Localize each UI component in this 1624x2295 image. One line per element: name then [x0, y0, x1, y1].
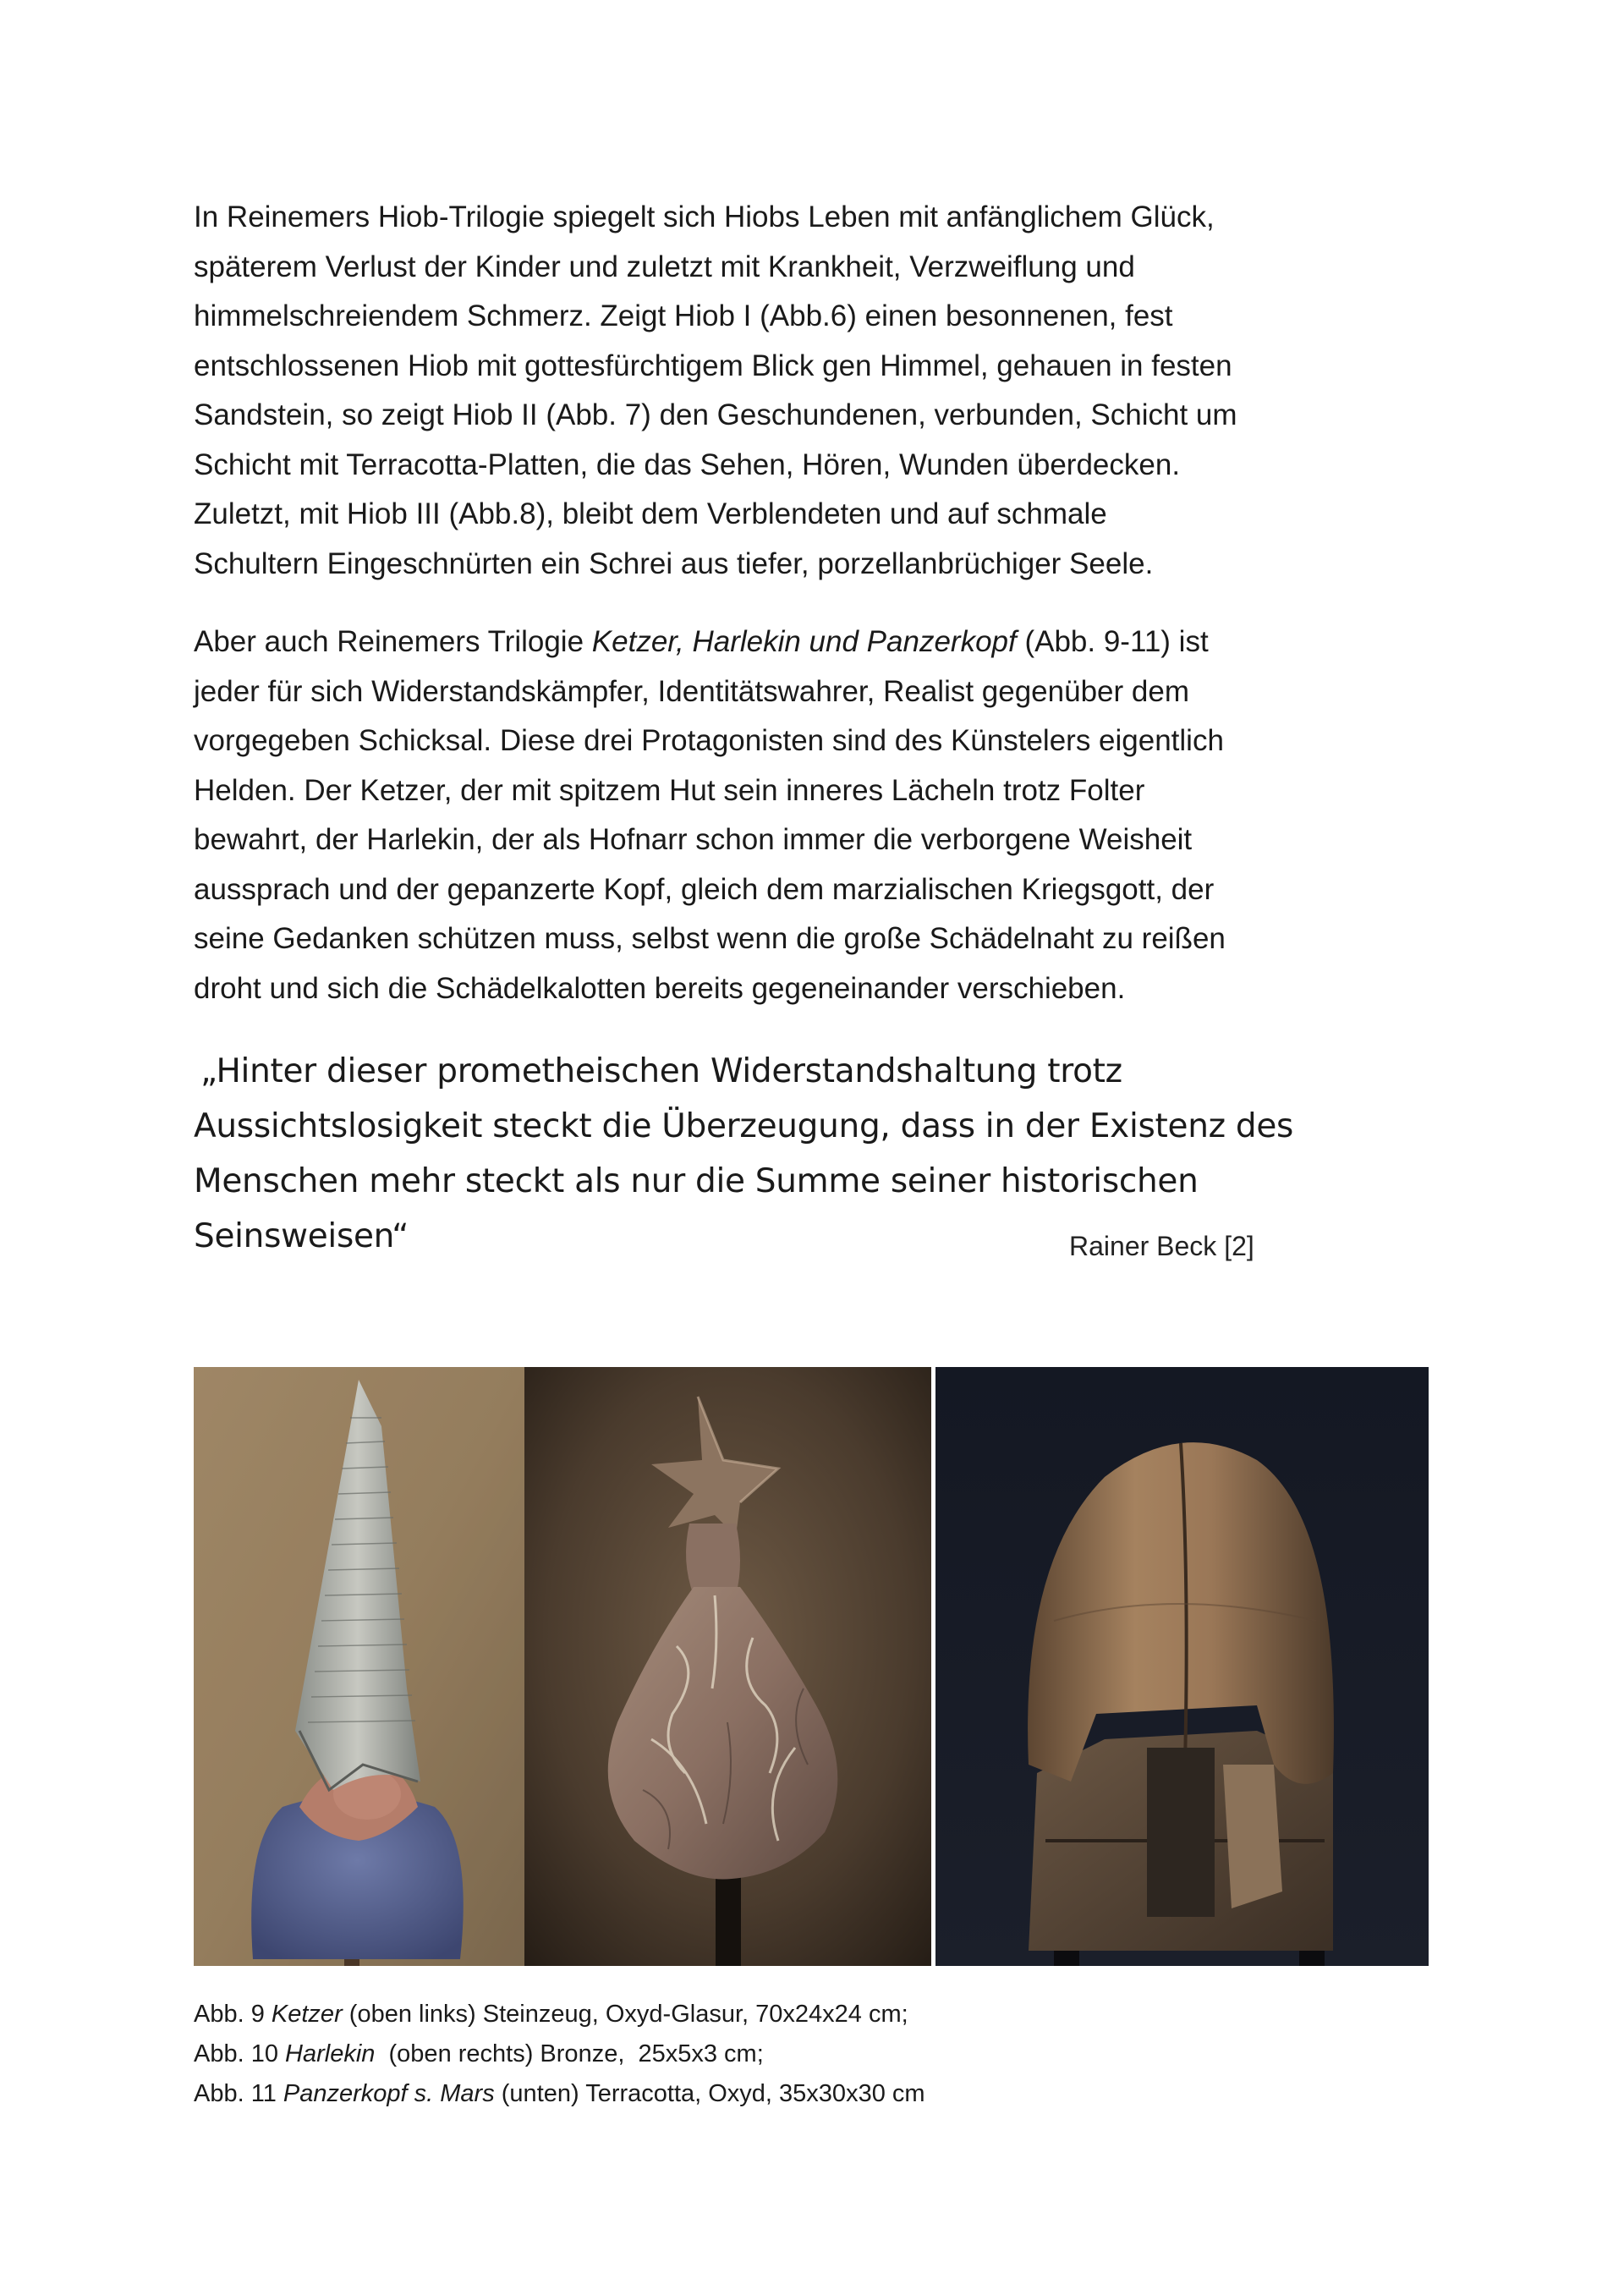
text-segment: Aber auch Reinemers Trilogie — [194, 625, 592, 658]
quote-line: Seinsweisen“ — [194, 1217, 409, 1255]
quote-author: Rainer Beck [2] — [1069, 1231, 1254, 1261]
text-segment: (Abb. 9-11) ist — [1016, 625, 1209, 658]
caption-prefix: Abb. 10 — [194, 2040, 286, 2067]
text-line: vorgegeben Schicksal. Diese drei Protagonisten sind des Künstelers eigentlich — [194, 724, 1224, 757]
ketzer-sculpture-image — [194, 1367, 524, 1966]
text-line: himmelschreiendem Schmerz. Zeigt Hiob I (Abb.6) einen besonnenen, fest — [194, 299, 1173, 332]
caption-abb-9 — [194, 1995, 925, 2034]
caption-prefix: Abb. 11 — [194, 2080, 283, 2107]
text-line: seine Gedanken schützen muss, selbst wenn die große Schädelnaht zu reißen — [194, 922, 1226, 955]
caption-details: (unten) Terracotta, Oxyd, 35x30x30 cm — [494, 2080, 925, 2107]
quote-line: Menschen mehr steckt als nur die Summe seiner historischen — [194, 1162, 1199, 1200]
italic-title: Ketzer, Harlekin und Panzerkopf — [591, 625, 1017, 658]
text-line: droht und sich die Schädelkalotten bereits gegeneinander verschieben. — [194, 971, 1126, 1005]
text-line: späterem Verlust der Kinder und zuletzt mit Krankheit, Verzweiflung und — [194, 250, 1135, 283]
quote-block — [194, 1044, 1462, 1264]
caption-title: Harlekin — [285, 2040, 376, 2067]
caption-abb-10 — [194, 2034, 925, 2074]
text-line: Helden. Der Ketzer, der mit spitzem Hut sein inneres Lächeln trotz Folter — [194, 773, 1145, 807]
text-line: Schicht mit Terracotta-Platten, die das Sehen, Hören, Wunden überdecken. — [194, 447, 1181, 481]
text-line: entschlossenen Hiob mit gottesfürchtigem Blick gen Himmel, gehauen in festen — [194, 349, 1232, 382]
text-line — [194, 618, 1446, 667]
harlekin-sculpture-image — [524, 1367, 931, 1966]
caption-details: (oben rechts) Bronze, 25x5x3 cm; — [375, 2040, 764, 2067]
text-line: aussprach und der gepanzerte Kopf, gleich dem marzialischen Kriegsgott, der — [194, 872, 1215, 906]
quote-line: „Hinter dieser prometheischen Widerstandshaltung trotz — [200, 1052, 1122, 1090]
text-line: Schultern Eingeschnürten ein Schrei aus tiefer, porzellanbrüchiger Seele. — [194, 546, 1154, 580]
caption-prefix: Abb. 9 — [194, 2001, 272, 2028]
photo-ketzer — [194, 1367, 524, 1966]
image-captions — [194, 1995, 925, 2114]
paragraph-trilogie-ketzer — [194, 618, 1446, 1013]
caption-details: (oben links) Steinzeug, Oxyd-Glasur, 70x24x24 cm; — [342, 2001, 908, 2028]
text-line: bewahrt, der Harlekin, der als Hofnarr schon immer die verborgene Weisheit — [194, 823, 1193, 856]
photo-panzerkopf — [935, 1367, 1429, 1966]
text-line: In Reinemers Hiob-Trilogie spiegelt sich Hiobs Leben mit anfänglichem Glück, — [194, 200, 1215, 233]
caption-abb-11 — [194, 2074, 925, 2114]
panzerkopf-sculpture-image — [935, 1367, 1429, 1966]
sculpture-photos — [194, 1367, 1429, 1966]
paragraph-hiob-trilogie — [194, 193, 1446, 589]
caption-title: Panzerkopf s. Mars — [283, 2080, 495, 2107]
text-line: jeder für sich Widerstandskämpfer, Identitätswahrer, Realist gegenüber dem — [194, 674, 1189, 708]
text-line: Sandstein, so zeigt Hiob II (Abb. 7) den Geschundenen, verbunden, Schicht um — [194, 398, 1237, 431]
text-line: Zuletzt, mit Hiob III (Abb.8), bleibt dem Verblendeten und auf schmale — [194, 497, 1107, 530]
photo-harlekin — [524, 1367, 931, 1966]
quote-line: Aussichtslosigkeit steckt die Überzeugung, dass in der Existenz des — [194, 1107, 1294, 1145]
caption-title: Ketzer — [271, 2001, 343, 2028]
